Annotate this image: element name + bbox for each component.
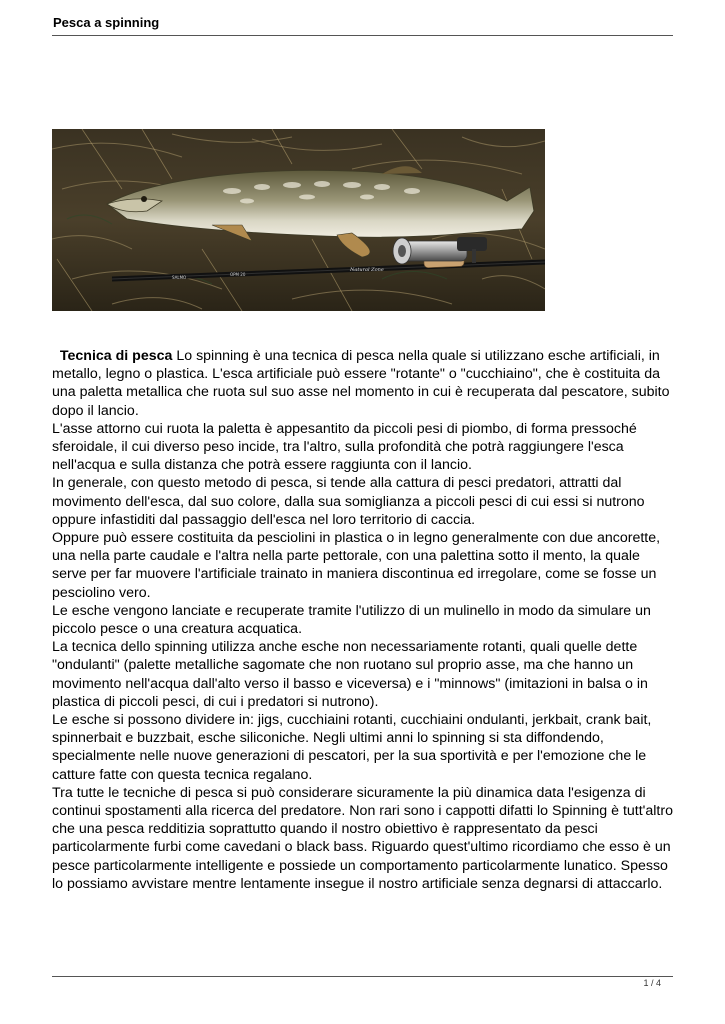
article-paragraph: L'asse attorno cui ruota la paletta è appesantito da piccoli pesi di piombo, di forma pressoché sferoidale, il cui diverso peso incide, tra l'altro, sulla profondità che potrà raggiungere l'esca nell'acqua e sulla distanza che potrà essere raggiunta con il lancio.: [52, 420, 637, 474]
article-paragraph: La tecnica dello spinning utilizza anche esche non necessariamente rotanti, quali quelle dette "ondulanti" (palette metalliche sagomate che non ruotano sul proprio asse, ma che hanno un movimento nell'acqua dall'alto verso il basso e viceversa) e i "minnows" (imitazioni in balsa o in plastica di piccoli pesci, di cui i predatori si nutrono).: [52, 639, 648, 710]
article-paragraph: Le esche vengono lanciate e recuperate tramite l'utilizzo di un mulinello in modo da simulare un piccolo pesce o una creatura acquatica.: [52, 602, 651, 638]
rod-signature-label: Natural Zone: [350, 267, 384, 273]
paragraph-text: Lo spinning è una tecnica di pesca nella quale si utilizzano esche artificiali, in metallo, legno o plastica. L'esca artificiale può essere "rotante" o "cucchiaino", che è costituita da una paletta metallica che ruota sul suo asse nel momento in cui è recuperata dal pescatore, subito dopo il lancio.: [52, 348, 670, 419]
header-divider: [52, 35, 673, 36]
pike-and-rod-photo: [52, 129, 545, 311]
article-paragraph: [52, 347, 676, 420]
article-paragraph: Oppure può essere costituita da pesciolini in plastica o in legno generalmente con due ancorette, una nella parte caudale e l'altra nella parte pettorale, con una palettina sotto il mento, la quale serve per far muovere l'artificiale trainato in maniera discontinua ed irregolare, come se fosse un pesciolino vero.: [52, 530, 661, 601]
article-body: [52, 347, 676, 893]
article-paragraph: Tra tutte le tecniche di pesca si può considerare sicuramente la più dinamica data l'esigenza di continui spostamenti alla ricerca del predatore. Non rari sono i cappotti difatti lo Spinning è tutt'altro che una pesca redditizia soprattutto quando il nostro obiettivo è rappresentato da pesci particolarmente furbi come cavedani o black bass. Riguardo quest'ultimo ricordiamo che esso è un pesce particolarmente intelligente e possiede un comportamento particolarmente lunatico. Spesso lo possiamo avvistare mentre lentamente insegue il nostro artificiale senza degnarsi di attaccarlo.: [52, 784, 673, 892]
rod-model-label: OPM 20: [230, 272, 246, 277]
rod-brand-label: SALMO: [172, 275, 187, 280]
article-paragraph: Le esche si possono dividere in: jigs, cucchiaini rotanti, cucchiaini ondulanti, jerkbait, crank bait, spinnerbait e buzzbait, esche siliconiche. Negli ultimi anni lo spinning si sta diffondendo, specialmente nelle nuove generazioni di pescatori, per la sua sportività e per l'emozione che le catture fatte con questa tecnica regalano.: [52, 712, 652, 783]
page-number: 1 / 4: [643, 978, 661, 988]
article-paragraph: In generale, con questo metodo di pesca, si tende alla cattura di pesci predatori, attratti dal movimento dell'esca, dal suo colore, dalla sua somiglianza a piccoli pesci di cui essi si nutrono oppure infastiditi dal passaggio dell'esca nel loro territorio di caccia.: [52, 475, 645, 528]
page-header-title: Pesca a spinning: [53, 15, 160, 30]
footer-divider: [52, 976, 673, 977]
intro-heading: Tecnica di pesca: [59, 348, 173, 364]
